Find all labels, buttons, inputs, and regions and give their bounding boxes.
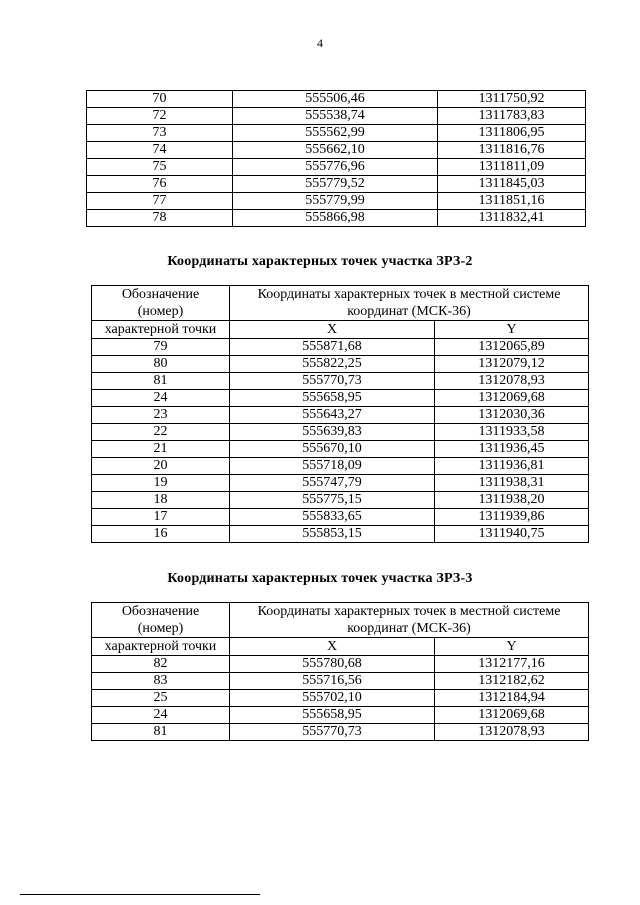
table-row [87,159,586,176]
point-number-cell: 78 [87,210,233,227]
header-text: Обозначение [121,287,200,302]
table-row [92,441,589,458]
point-number-cell: 17 [92,509,230,526]
point-number-cell: 76 [87,176,233,193]
x-coordinate-cell: 555779,52 [233,176,438,193]
table-row [87,210,586,227]
table-row [92,339,589,356]
point-number-cell: 83 [92,673,230,690]
table-row [92,458,589,475]
point-column-header [92,603,230,638]
table-body [92,603,589,741]
x-coordinate-cell: 555776,96 [233,159,438,176]
x-coordinate-cell: 555538,74 [233,108,438,125]
y-coordinate-cell: 1311851,16 [438,193,586,210]
footer-divider [20,894,260,895]
table-row [92,407,589,424]
header-text: (номер) [137,621,184,636]
y-coordinate-cell: 1311750,92 [438,91,586,108]
x-coordinate-cell: 555780,68 [230,656,435,673]
x-coordinate-cell: 555562,99 [233,125,438,142]
x-column-header: X [230,321,435,339]
x-coordinate-cell: 555871,68 [230,339,435,356]
point-number-cell: 20 [92,458,230,475]
point-number-cell: 80 [92,356,230,373]
y-coordinate-cell: 1311936,81 [435,458,589,475]
y-coordinate-cell: 1311832,41 [438,210,586,227]
header-text: координат (МСК-36) [347,304,471,319]
x-coordinate-cell: 555853,15 [230,526,435,543]
y-coordinate-cell: 1312177,16 [435,656,589,673]
point-number-cell: 74 [87,142,233,159]
point-number-cell: 16 [92,526,230,543]
point-number-cell: 81 [92,724,230,741]
x-coordinate-cell: 555866,98 [233,210,438,227]
x-coordinate-cell: 555716,56 [230,673,435,690]
point-number-cell: 72 [87,108,233,125]
table-row [92,390,589,407]
table-row [92,424,589,441]
point-column-header [92,286,230,321]
table-body [87,91,586,227]
y-coordinate-cell: 1312184,94 [435,690,589,707]
table-body [92,286,589,543]
point-column-header-line3: характерной точки [92,638,230,656]
x-coordinate-cell: 555775,15 [230,492,435,509]
point-number-cell: 81 [92,373,230,390]
x-coordinate-cell: 555643,27 [230,407,435,424]
y-coordinate-cell: 1311783,83 [438,108,586,125]
x-coordinate-cell: 555718,09 [230,458,435,475]
section-title-zrz2: Координаты характерных точек участка ЗРЗ-2 [167,254,473,269]
y-coordinate-cell: 1312078,93 [435,373,589,390]
y-coordinate-cell: 1312182,62 [435,673,589,690]
point-number-cell: 24 [92,707,230,724]
x-coordinate-cell: 555833,65 [230,509,435,526]
x-coordinate-cell: 555747,79 [230,475,435,492]
table-row [92,707,589,724]
table-row [92,724,589,741]
table-row [92,492,589,509]
header-row [92,321,589,339]
table-row [87,176,586,193]
point-number-cell: 18 [92,492,230,509]
header-text: (номер) [137,304,184,319]
y-coordinate-cell: 1311939,86 [435,509,589,526]
x-coordinate-cell: 555770,73 [230,373,435,390]
table-row [87,91,586,108]
y-coordinate-cell: 1311938,20 [435,492,589,509]
y-column-header: Y [435,321,589,339]
x-coordinate-cell: 555662,10 [233,142,438,159]
point-number-cell: 25 [92,690,230,707]
y-coordinate-cell: 1312065,89 [435,339,589,356]
header-text: Обозначение [121,604,200,619]
coordinates-table-zrz3 [91,602,589,741]
y-coordinate-cell: 1312078,93 [435,724,589,741]
table-row [92,475,589,492]
y-coordinate-cell: 1312030,36 [435,407,589,424]
table-row [87,108,586,125]
point-number-cell: 70 [87,91,233,108]
page-number: 4 [317,36,323,50]
y-column-header: Y [435,638,589,656]
x-coordinate-cell: 555770,73 [230,724,435,741]
point-number-cell: 24 [92,390,230,407]
y-coordinate-cell: 1311936,45 [435,441,589,458]
y-coordinate-cell: 1312069,68 [435,390,589,407]
point-number-cell: 79 [92,339,230,356]
section-title-zrz3: Координаты характерных точек участка ЗРЗ-3 [167,571,473,586]
header-text: Координаты характерных точек в местной системе [257,287,561,302]
header-row [92,286,589,321]
point-number-cell: 73 [87,125,233,142]
y-coordinate-cell: 1311816,76 [438,142,586,159]
header-row [92,603,589,638]
coordinates-column-header [230,286,589,321]
x-coordinate-cell: 555639,83 [230,424,435,441]
table-row [92,373,589,390]
y-coordinate-cell: 1311845,03 [438,176,586,193]
x-coordinate-cell: 555670,10 [230,441,435,458]
point-number-cell: 22 [92,424,230,441]
table-row [92,656,589,673]
x-coordinate-cell: 555658,95 [230,707,435,724]
y-coordinate-cell: 1311940,75 [435,526,589,543]
point-number-cell: 75 [87,159,233,176]
y-coordinate-cell: 1311938,31 [435,475,589,492]
coordinates-column-header [230,603,589,638]
table-row [92,690,589,707]
table-row [92,509,589,526]
point-number-cell: 19 [92,475,230,492]
x-column-header: X [230,638,435,656]
table-row [87,193,586,210]
table-row [87,125,586,142]
point-number-cell: 21 [92,441,230,458]
x-coordinate-cell: 555506,46 [233,91,438,108]
y-coordinate-cell: 1311806,95 [438,125,586,142]
x-coordinate-cell: 555822,25 [230,356,435,373]
y-coordinate-cell: 1312069,68 [435,707,589,724]
x-coordinate-cell: 555779,99 [233,193,438,210]
table-row [92,526,589,543]
y-coordinate-cell: 1312079,12 [435,356,589,373]
table-row [87,142,586,159]
header-row [92,638,589,656]
table-row [92,673,589,690]
point-column-header-line3: характерной точки [92,321,230,339]
table-row [92,356,589,373]
coordinates-table-zrz1-continued [86,90,586,227]
header-text: координат (МСК-36) [347,621,471,636]
header-text: Координаты характерных точек в местной системе [257,604,561,619]
y-coordinate-cell: 1311811,09 [438,159,586,176]
point-number-cell: 82 [92,656,230,673]
x-coordinate-cell: 555702,10 [230,690,435,707]
point-number-cell: 23 [92,407,230,424]
x-coordinate-cell: 555658,95 [230,390,435,407]
point-number-cell: 77 [87,193,233,210]
coordinates-table-zrz2 [91,285,589,543]
y-coordinate-cell: 1311933,58 [435,424,589,441]
